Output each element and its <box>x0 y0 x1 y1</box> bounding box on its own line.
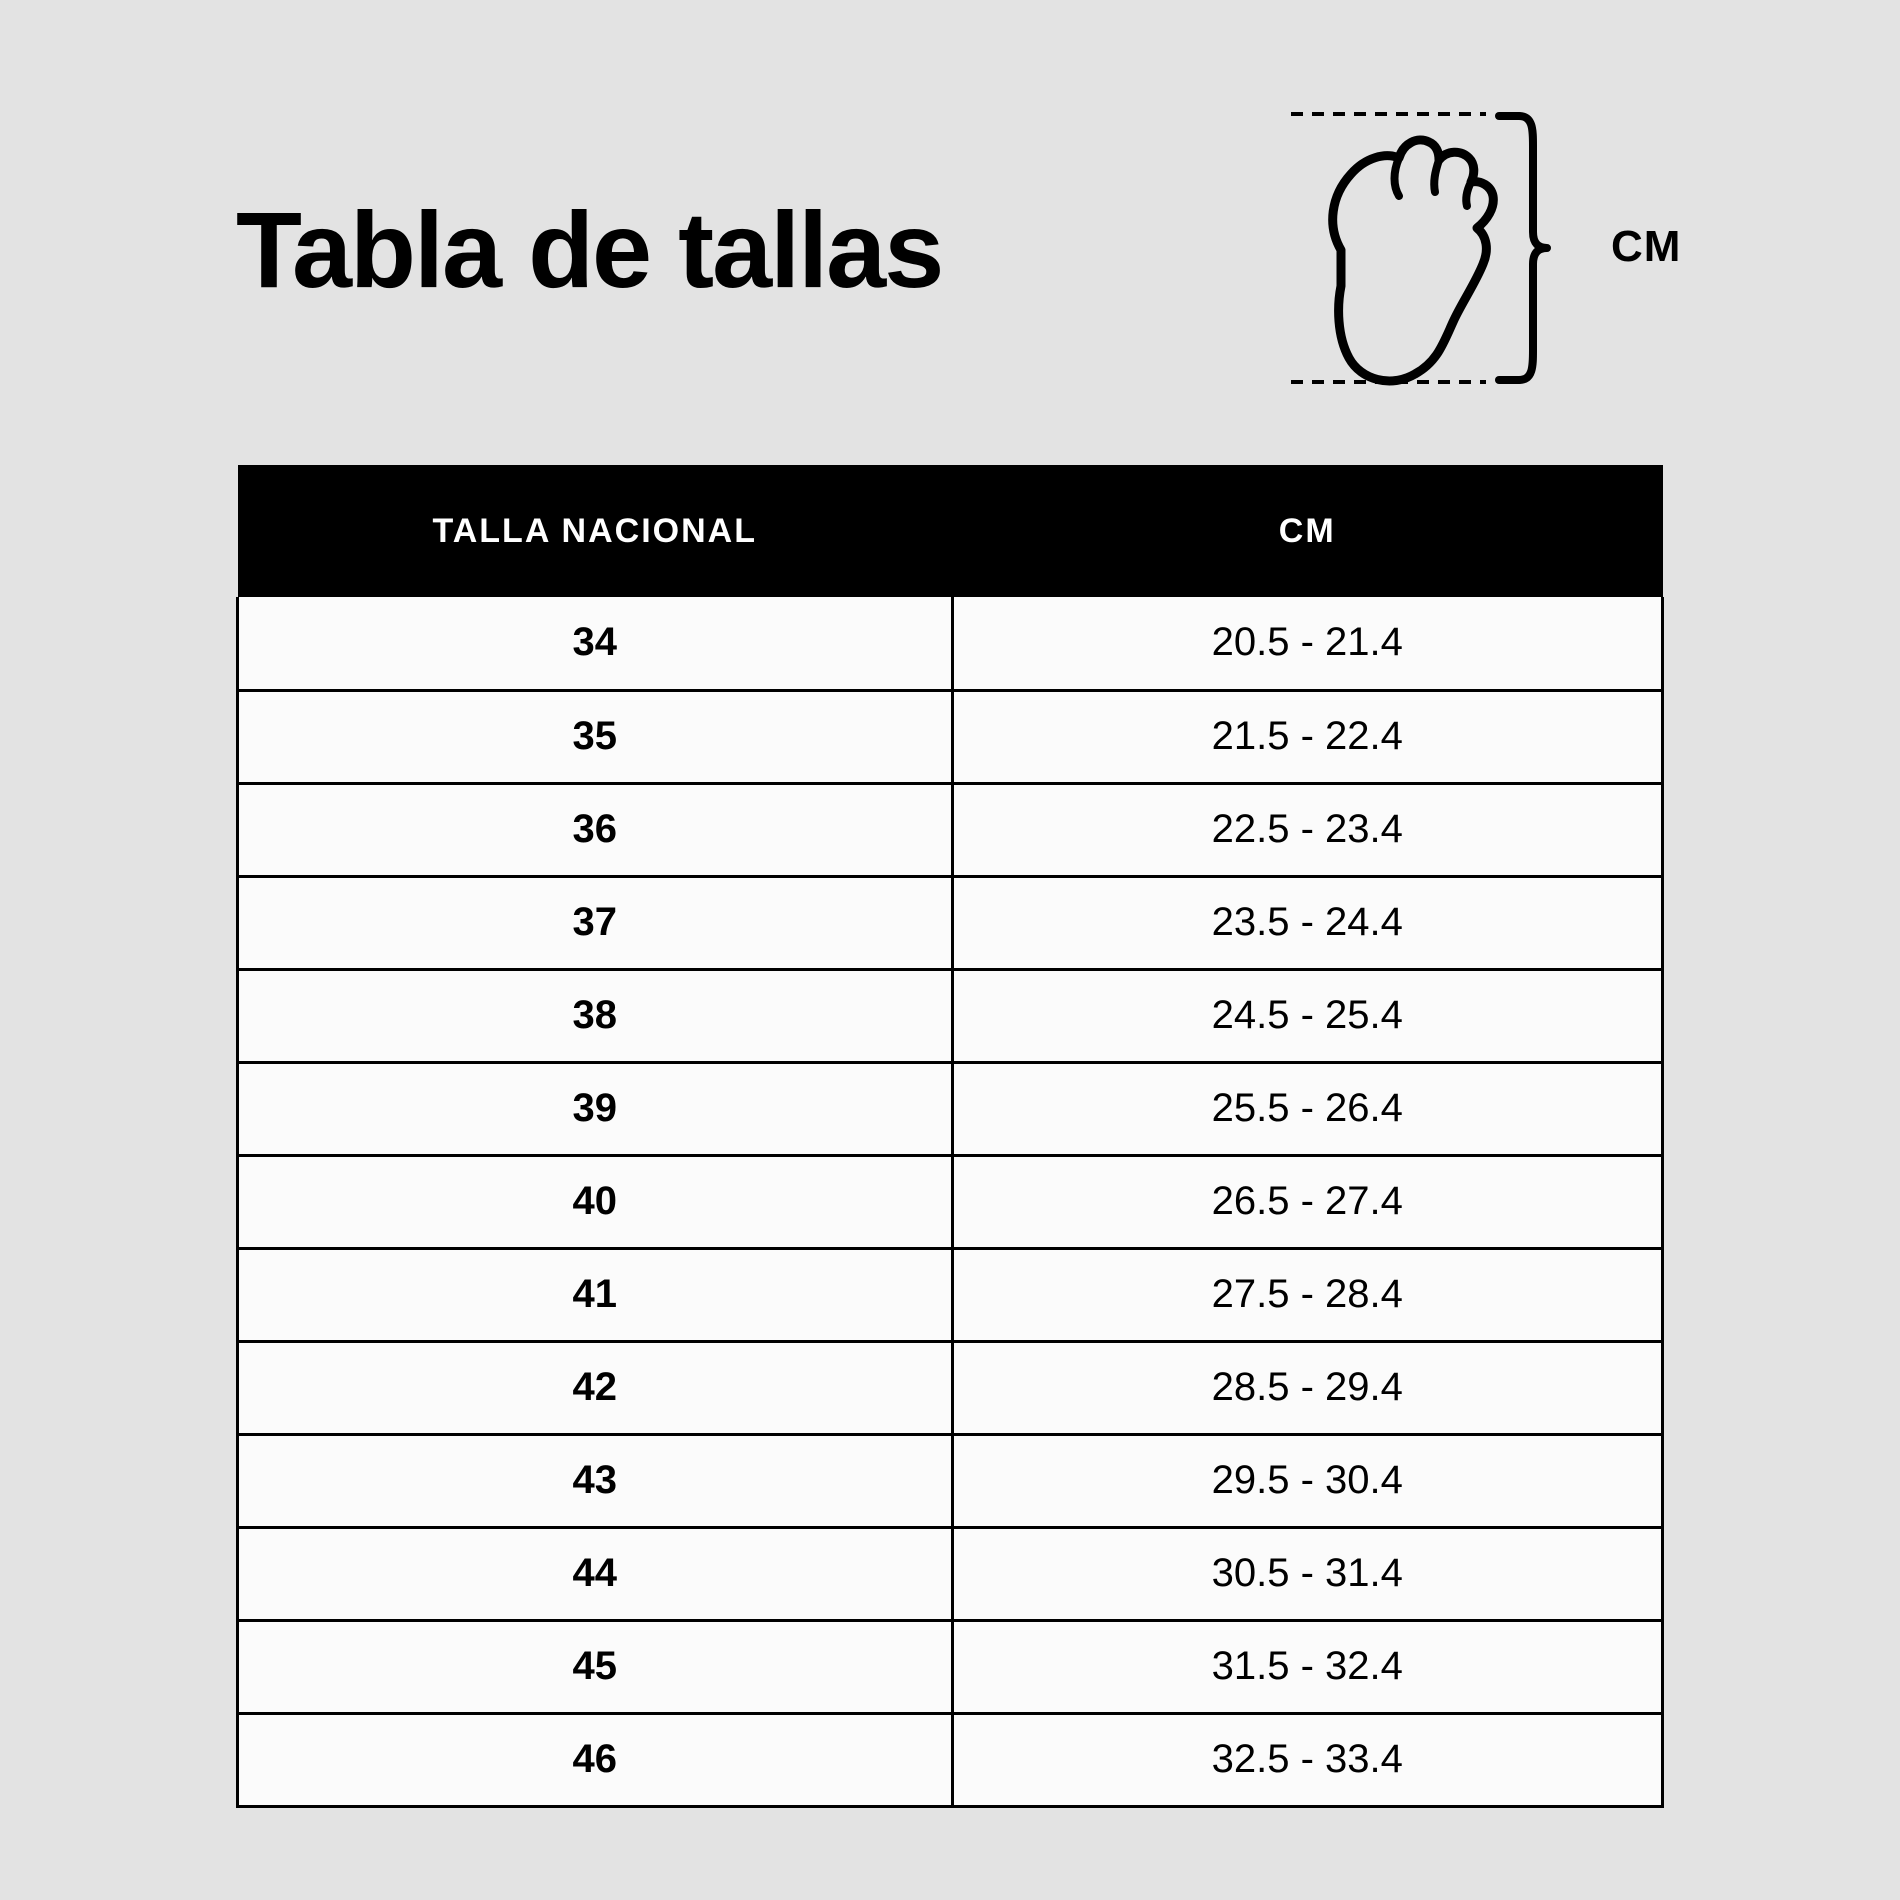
table-row <box>238 1527 1663 1620</box>
cell-cm: 21.5 - 22.4 <box>952 690 1663 783</box>
cell-talla-nacional: 38 <box>238 969 953 1062</box>
table-row <box>238 783 1663 876</box>
cell-cm: 32.5 - 33.4 <box>952 1713 1663 1806</box>
cell-cm: 29.5 - 30.4 <box>952 1434 1663 1527</box>
cell-talla-nacional: 46 <box>238 1713 953 1806</box>
cell-talla-nacional: 36 <box>238 783 953 876</box>
cell-talla-nacional: 34 <box>238 597 953 690</box>
table-row <box>238 1248 1663 1341</box>
table-row <box>238 1341 1663 1434</box>
table-row <box>238 969 1663 1062</box>
cell-talla-nacional: 43 <box>238 1434 953 1527</box>
cell-cm: 24.5 - 25.4 <box>952 969 1663 1062</box>
cell-talla-nacional: 45 <box>238 1620 953 1713</box>
size-table-container <box>236 465 1664 1808</box>
table-row <box>238 1434 1663 1527</box>
size-table-body <box>238 597 1663 1806</box>
cell-cm: 25.5 - 26.4 <box>952 1062 1663 1155</box>
cell-talla-nacional: 39 <box>238 1062 953 1155</box>
size-table-head <box>238 465 1663 597</box>
table-row <box>238 597 1663 690</box>
table-header-row <box>238 465 1663 597</box>
cell-talla-nacional: 42 <box>238 1341 953 1434</box>
cell-talla-nacional: 40 <box>238 1155 953 1248</box>
cell-cm: 30.5 - 31.4 <box>952 1527 1663 1620</box>
table-row <box>238 1713 1663 1806</box>
size-table <box>236 465 1664 1808</box>
cell-cm: 31.5 - 32.4 <box>952 1620 1663 1713</box>
cell-cm: 22.5 - 23.4 <box>952 783 1663 876</box>
table-row <box>238 876 1663 969</box>
column-header-cm: CM <box>952 465 1663 597</box>
cell-talla-nacional: 35 <box>238 690 953 783</box>
cell-cm: 23.5 - 24.4 <box>952 876 1663 969</box>
page-header <box>236 189 1682 490</box>
cell-talla-nacional: 44 <box>238 1527 953 1620</box>
table-row <box>238 1155 1663 1248</box>
cell-talla-nacional: 41 <box>238 1248 953 1341</box>
cell-talla-nacional: 37 <box>238 876 953 969</box>
foot-measurement-diagram <box>1281 100 1701 430</box>
page-title: Tabla de tallas <box>236 189 943 310</box>
table-row <box>238 1620 1663 1713</box>
diagram-cm-label: CM <box>1611 222 1682 271</box>
table-row <box>238 1062 1663 1155</box>
table-row <box>238 690 1663 783</box>
column-header-talla-nacional: TALLA NACIONAL <box>238 465 953 597</box>
cell-cm: 20.5 - 21.4 <box>952 597 1663 690</box>
cell-cm: 27.5 - 28.4 <box>952 1248 1663 1341</box>
cell-cm: 26.5 - 27.4 <box>952 1155 1663 1248</box>
cell-cm: 28.5 - 29.4 <box>952 1341 1663 1434</box>
